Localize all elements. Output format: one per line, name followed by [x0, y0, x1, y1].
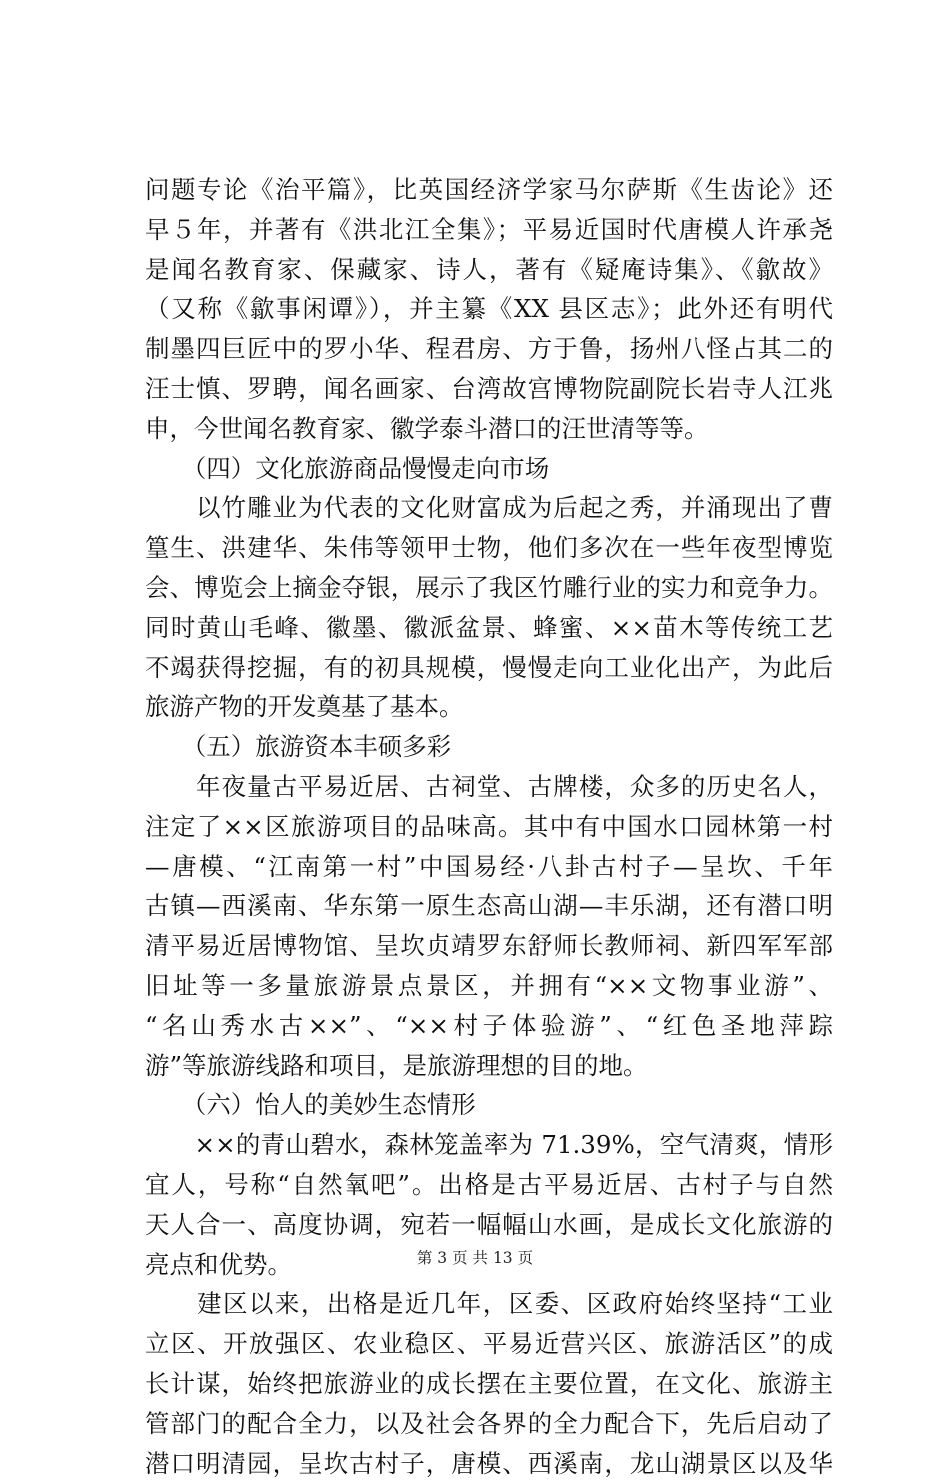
text-line: （又称《歙事闲谭》），并主纂《XX 县区志》；此外还有明代 — [145, 289, 833, 329]
text-line: —唐模、“江南第一村”中国易经·八卦古村子—呈坎、千年 — [145, 847, 833, 887]
section-heading: （四）文化旅游商品慢慢走向市场 — [145, 449, 833, 489]
text-line: 会、博览会上摘金夺银，展示了我区竹雕行业的实力和竞争力。 — [145, 568, 833, 608]
text-line: 申，今世闻名教育家、徽学泰斗潜口的汪世清等等。 — [145, 409, 833, 449]
section-heading: （六）怡人的美妙生态情形 — [145, 1085, 833, 1125]
body-text — [145, 170, 833, 1483]
text-line: 不竭获得挖掘，有的初具规模，慢慢走向工业化出产，为此后 — [145, 648, 833, 688]
text-line: 汪士慎、罗聘，闻名画家、台湾故宫博物院副院长岩寺人江兆 — [145, 369, 833, 409]
text-line: 建区以来，出格是近几年，区委、区政府始终坚持“工业 — [145, 1284, 833, 1324]
text-line: 亮点和优势。 — [145, 1245, 833, 1285]
text-line: 问题专论《治平篇》，比英国经济学家马尔萨斯《生齿论》还 — [145, 170, 833, 210]
text-line: 立区、开放强区、农业稳区、平易近营兴区、旅游活区”的成 — [145, 1324, 833, 1364]
text-line: 宜人，号称“自然氧吧”。出格是古平易近居、古村子与自然 — [145, 1165, 833, 1205]
text-line: 旧址等一多量旅游景点景区，并拥有“××文物事业游”、 — [145, 966, 833, 1006]
text-line: 旅游产物的开发奠基了基本。 — [145, 687, 833, 727]
text-line: 注定了××区旅游项目的品味高。其中有中国水口园林第一村 — [145, 807, 833, 847]
text-line: 制墨四巨匠中的罗小华、程君房、方于鲁，扬州八怪占其二的 — [145, 329, 833, 369]
page-footer: 第 3 页 共 13 页 — [0, 1246, 950, 1268]
text-line: 天人合一、高度协调，宛若一幅幅山水画，是成长文化旅游的 — [145, 1205, 833, 1245]
text-line: 清平易近居博物馆、呈坎贞靖罗东舒师长教师祠、新四军军部 — [145, 926, 833, 966]
text-line: 是闻名教育家、保藏家、诗人，著有《疑庵诗集》、《歙故》 — [145, 250, 833, 290]
text-line: 潜口明清园，呈坎古村子，唐模、西溪南，龙山湖景区以及华 — [145, 1444, 833, 1483]
text-line: 管部门的配合全力，以及社会各界的全力配合下，先后启动了 — [145, 1404, 833, 1444]
section-heading: （五）旅游资本丰硕多彩 — [145, 727, 833, 767]
text-line: 早５年，并著有《洪北江全集》；平易近国时代唐模人许承尧 — [145, 210, 833, 250]
text-line: 以竹雕业为代表的文化财富成为后起之秀，并涌现出了曹 — [145, 488, 833, 528]
text-line: 篁生、洪建华、朱伟等领甲士物，他们多次在一些年夜型博览 — [145, 528, 833, 568]
text-line: 游”等旅游线路和项目，是旅游理想的目的地。 — [145, 1046, 833, 1086]
text-line: 长计谋，始终把旅游业的成长摆在主要位置，在文化、旅游主 — [145, 1364, 833, 1404]
text-line: “名山秀水古××”、“××村子体验游”、“红色圣地萍踪 — [145, 1006, 833, 1046]
text-line: 年夜量古平易近居、古祠堂、古牌楼，众多的历史名人， — [145, 767, 833, 807]
text-line: 古镇—西溪南、华东第一原生态高山湖—丰乐湖，还有潜口明 — [145, 886, 833, 926]
text-line: 同时黄山毛峰、徽墨、徽派盆景、蜂蜜、××苗木等传统工艺 — [145, 608, 833, 648]
text-line: ××的青山碧水，森林笼盖率为 71.39%，空气清爽，情形 — [145, 1125, 833, 1165]
